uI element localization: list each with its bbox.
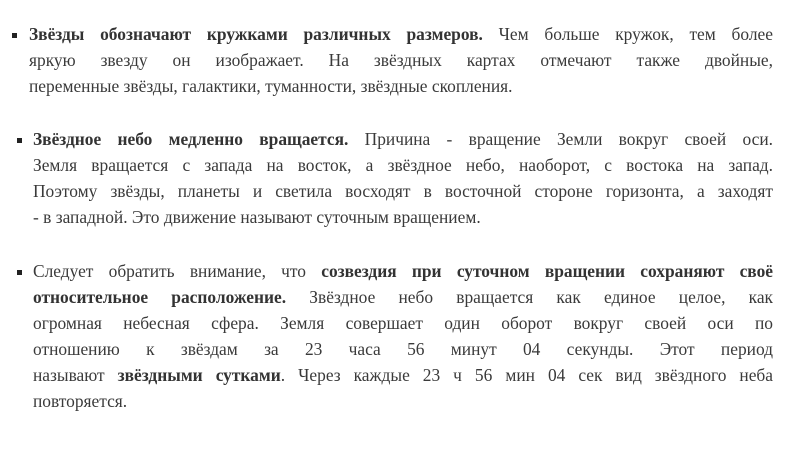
bullet-item-stars-circles — [29, 21, 773, 99]
bold-phrase: звёздными сутками — [117, 365, 281, 385]
text-line — [33, 362, 773, 388]
text-line — [33, 284, 773, 310]
text-line: Поэтому звёзды, планеты и светила восходят в восточной стороне горизонта, а заходят — [33, 181, 773, 201]
text-line: яркую звезду он изображает. На звёздных картах отмечают также двойные, — [29, 50, 773, 70]
bold-phrase: созвездия при суточном вращении сохраняют своё — [321, 261, 773, 281]
text-line — [33, 258, 773, 284]
text-run: Чем больше кружок, тем более — [482, 24, 773, 44]
text-run: называют — [33, 365, 118, 385]
text-run: Следует обратить внимание, что — [33, 261, 322, 281]
bold-phrase: Звёзды обозначают кружками различных размеров. — [29, 24, 483, 44]
text-line: переменные звёзды, галактики, туманности, звёздные скопления. — [29, 76, 513, 96]
text-line: повторяется. — [33, 391, 128, 411]
bold-phrase: относительное расположение. — [33, 287, 287, 307]
text-line — [33, 126, 773, 152]
bold-phrase: Звёздное небо медленно вращается. — [33, 129, 349, 149]
text-line: - в западной. Это движение называют суточным вращением. — [33, 207, 481, 227]
bullet-marker — [12, 33, 17, 38]
bullet-marker — [17, 138, 22, 143]
text-run: . Через каждые 23 ч 56 мин 04 сек вид звёздного неба — [280, 365, 773, 385]
text-line: отношению к звёздам за 23 часа 56 минут 04 секунды. Этот период — [33, 339, 773, 359]
text-run: Причина - вращение Земли вокруг своей оси. — [348, 129, 773, 149]
bullet-item-sidereal-day — [33, 258, 773, 414]
text-line — [29, 21, 773, 47]
text-line: огромная небесная сфера. Земля совершает один оборот вокруг своей оси по — [33, 313, 773, 333]
text-run: Звёздное небо вращается как единое целое, как — [286, 287, 773, 307]
bullet-item-sky-rotation — [33, 126, 773, 230]
text-line: Земля вращается с запада на восток, а звёздное небо, наоборот, с востока на запад. — [33, 155, 773, 175]
bullet-marker — [17, 270, 22, 275]
